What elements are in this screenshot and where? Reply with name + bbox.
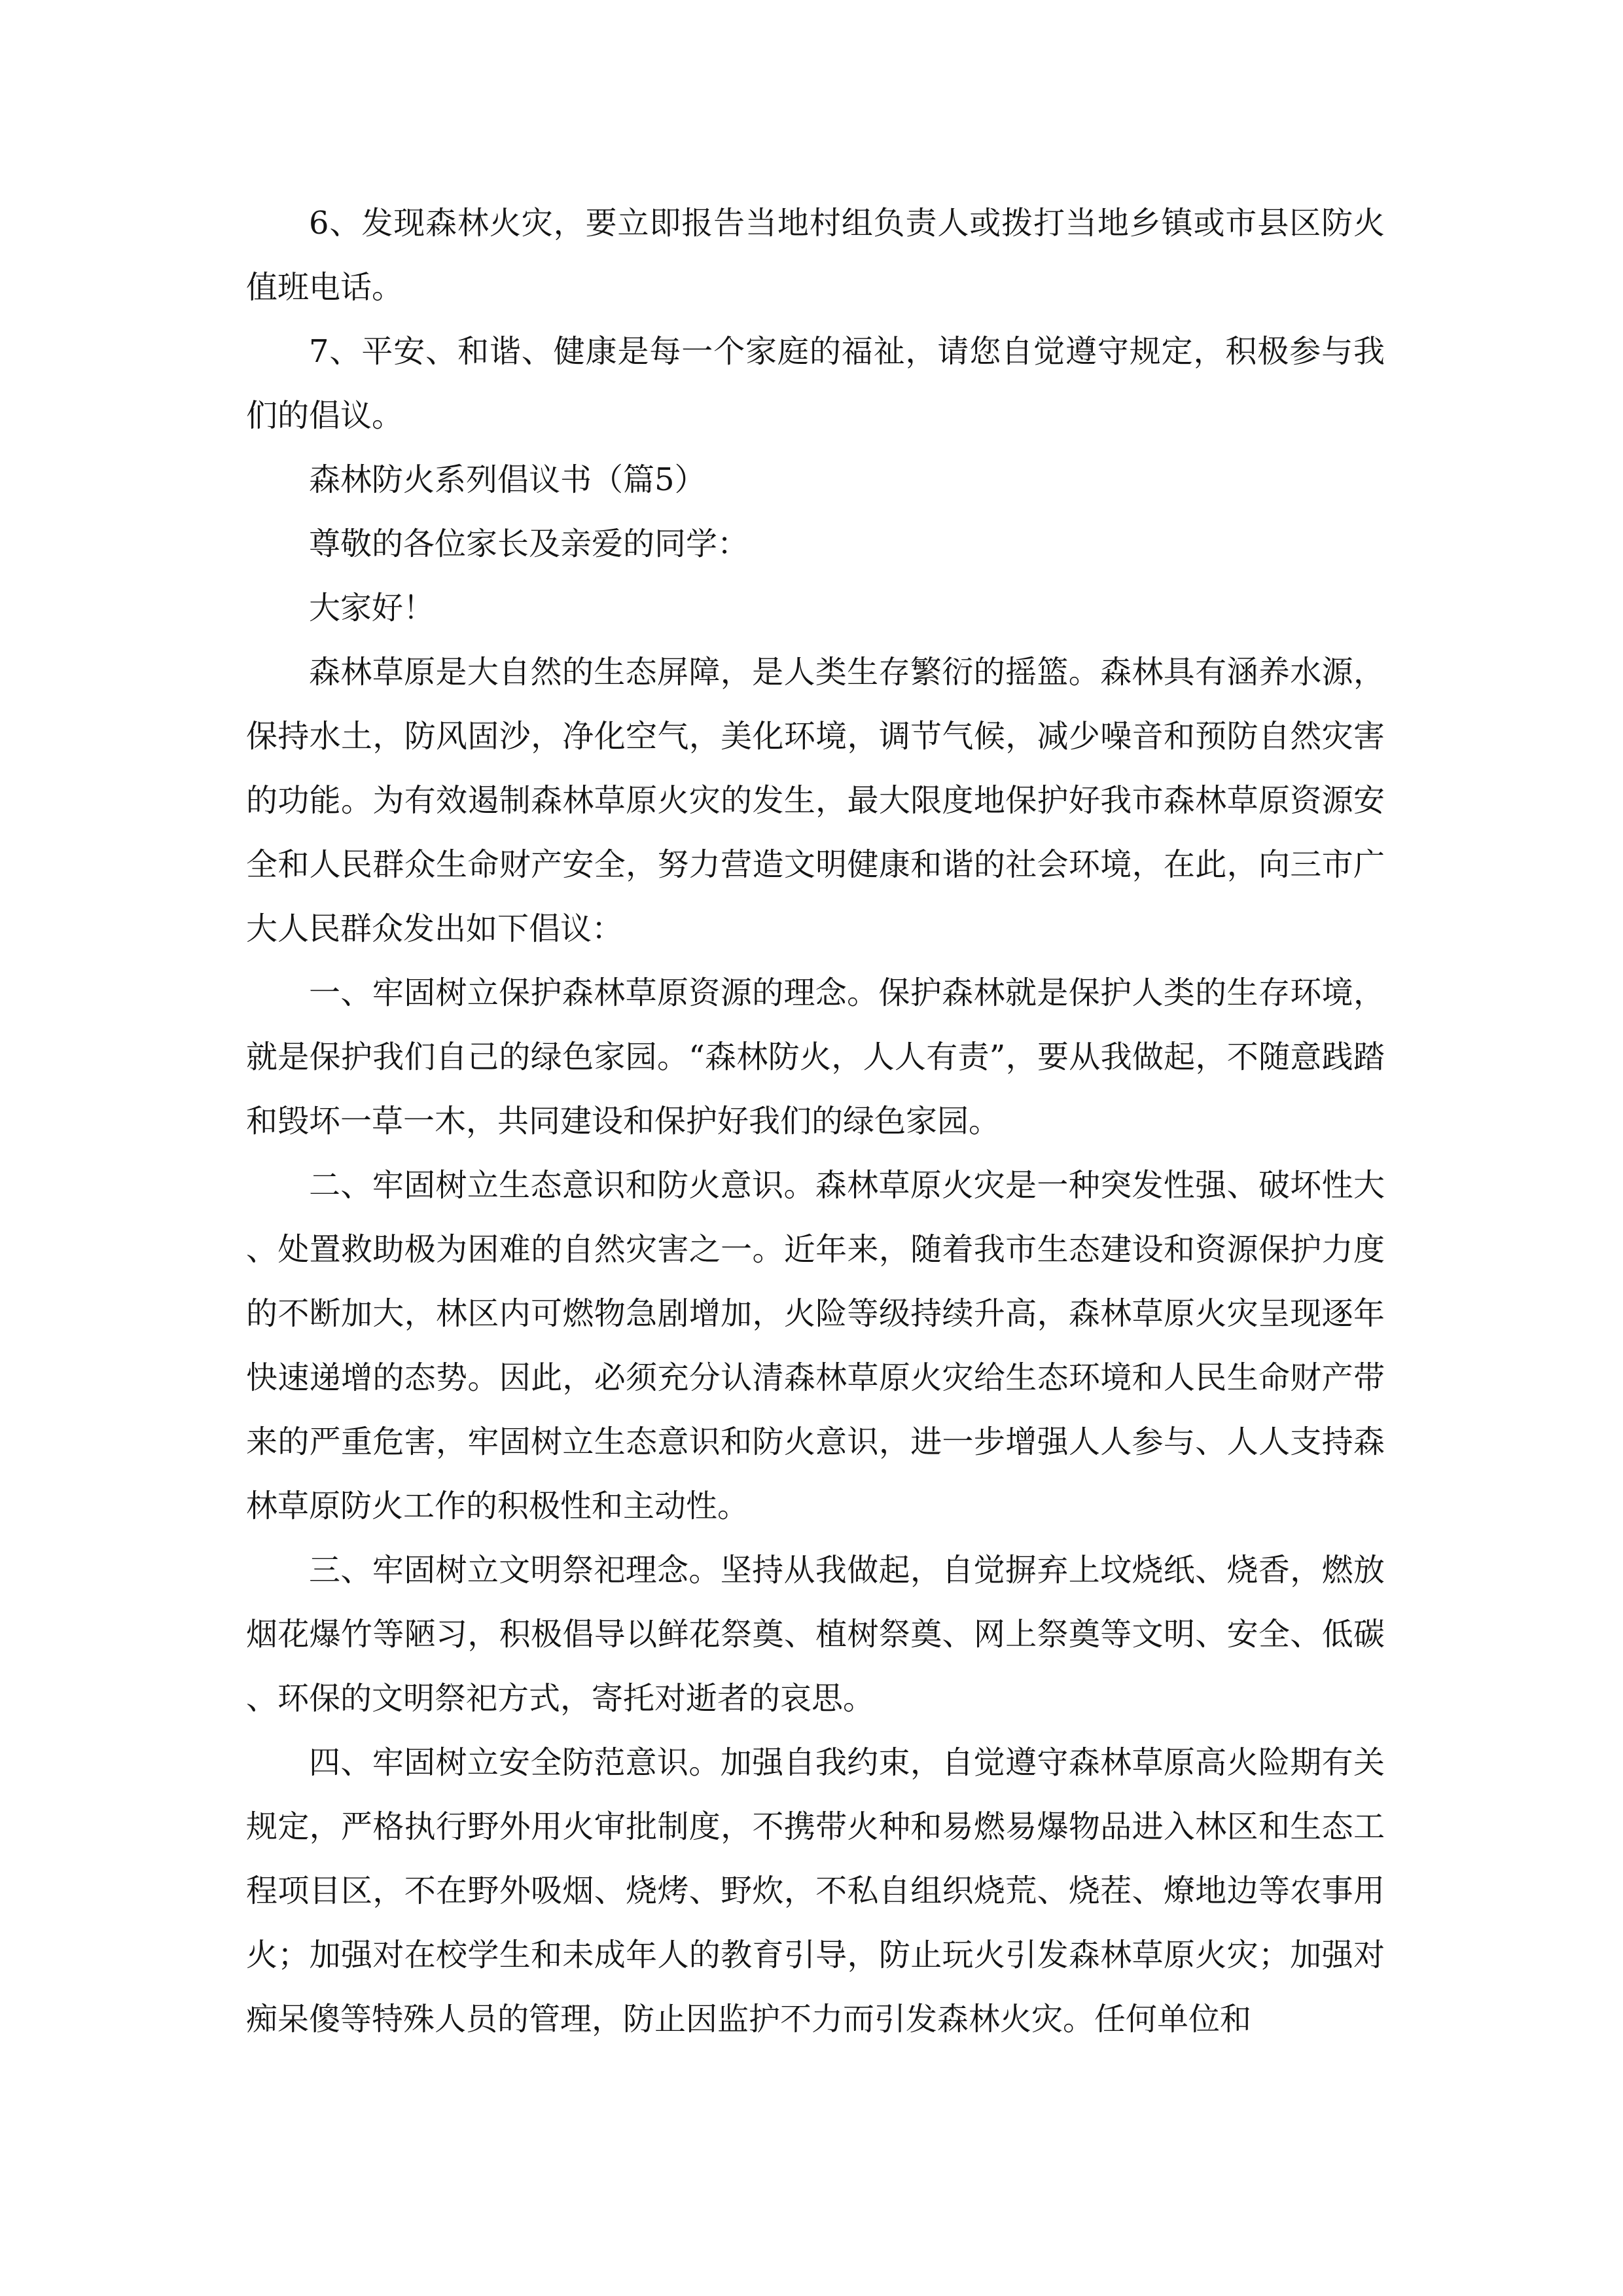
salutation: 尊敬的各位家长及亲爱的同学： — [309, 526, 749, 562]
greeting: 大家好！ — [309, 590, 435, 626]
paragraph-item-7: 7、平安、和谐、健康是每一个家庭的福祉，请您自觉遵守规定，积极参与我们的倡议。 — [246, 333, 1385, 434]
proposal-two: 二、牢固树立生态意识和防火意识。森林草原火灾是一种突发性强、破坏性大、处置救助极为困难的自然灾害之一。近年来，随着我市生态建设和资源保护力度的不断加大，林区内可燃物急剧增加，火险等级持续升高，森林草原火灾呈现逐年快速递增的态势。因此，必须充分认清森林草原火灾给生态环境和人民生命财产带来的严重危害，牢固树立生态意识和防火意识，进一步增强人人参与、人人支持森林草原防火工作的积极性和主动性。 — [246, 1167, 1385, 1524]
section-title: 森林防火系列倡议书（篇5） — [309, 461, 706, 498]
paragraph-item-6: 6、发现森林火灾，要立即报告当地村组负责人或拨打当地乡镇或市县区防火值班电话。 — [246, 205, 1385, 306]
proposal-one: 一、牢固树立保护森林草原资源的理念。保护森林就是保护人类的生存环境，就是保护我们自己的绿色家园。“森林防火，人人有责”，要从我做起，不随意践踏和毁坏一草一木，共同建设和保护好我们的绿色家园。 — [246, 975, 1385, 1139]
proposal-three: 三、牢固树立文明祭祀理念。坚持从我做起，自觉摒弃上坟烧纸、烧香，燃放烟花爆竹等陋习，积极倡导以鲜花祭奠、植树祭奠、网上祭奠等文明、安全、低碳、环保的文明祭祀方式，寄托对逝者的哀思。 — [246, 1552, 1385, 1717]
intro-paragraph: 森林草原是大自然的生态屏障，是人类生存繁衍的摇篮。森林具有涵养水源，保持水土，防风固沙，净化空气，美化环境，调节气候，减少噪音和预防自然灾害的功能。为有效遏制森林草原火灾的发生，最大限度地保护好我市森林草原资源安全和人民群众生命财产安全，努力营造文明健康和谐的社会环境，在此，向三市广大人民群众发出如下倡议： — [246, 654, 1385, 947]
proposal-four: 四、牢固树立安全防范意识。加强自我约束，自觉遵守森林草原高火险期有关规定，严格执行野外用火审批制度，不携带火种和易燃易爆物品进入林区和生态工程项目区，不在野外吸烟、烧烤、野炊，不私自组织烧荒、烧茬、燎地边等农事用火；加强对在校学生和未成年人的教育引导，防止玩火引发森林草原火灾；加强对痴呆傻等特殊人员的管理，防止因监护不力而引发森林火灾。任何单位和 — [246, 1744, 1385, 2037]
document-page — [246, 191, 1385, 2051]
